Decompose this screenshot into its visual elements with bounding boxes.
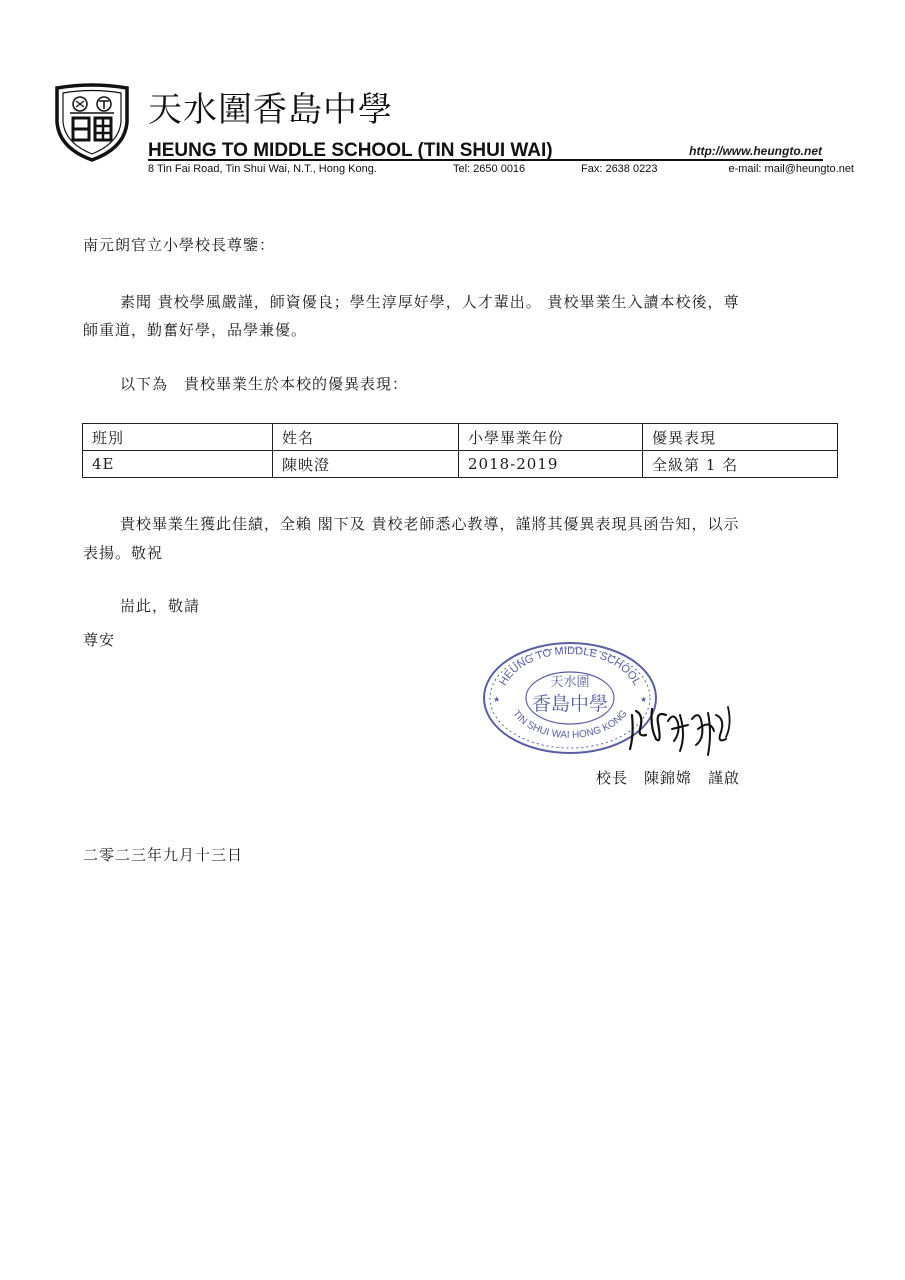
school-name-chinese: 天水圍香島中學 [148,90,393,130]
school-fax: Fax: 2638 0223 [581,163,658,175]
letter-date: 二零二三年九月十三日 [83,846,244,864]
school-address: 8 Tin Fai Road, Tin Shui Wai, N.T., Hong Kong. [148,163,377,175]
header-class: 班別 [83,424,273,451]
school-telephone: Tel: 2650 0016 [453,163,526,175]
achievement-table [82,423,838,478]
header-divider [148,159,823,161]
closing-phrase: 耑此，敬請 [120,597,201,615]
paragraph-1-line-2: 師重道，勤奮好學，品學兼優。 [83,321,308,339]
letter-salutation: 南元朗官立小學校長尊鑒： [83,236,276,254]
seal-star-right-icon: ★ [640,695,648,704]
principal-signature [622,685,742,765]
closing-greeting: 尊安 [83,631,116,649]
paragraph-2-line-1: 貴校畢業生獲此佳績，全賴 閣下及 貴校老師悉心教導，謹將其優異表現具函告知，以示 [120,515,740,533]
seal-bottom-text: TIN SHUI WAI HONG KONG [510,708,630,741]
table-intro: 以下為 貴校畢業生於本校的優異表現： [120,375,409,393]
contact-row [148,163,854,179]
header-achievement: 優異表現 [643,424,838,451]
header-name: 姓名 [273,424,459,451]
table-row [83,451,838,478]
seal-line-2: 香島中學 [531,693,609,715]
school-email: e-mail: mail@heungto.net [728,163,854,175]
seal-top-text: HEUNG TO MIDDLE SCHOOL [497,644,643,688]
header-graduation-year: 小學畢業年份 [459,424,643,451]
paragraph-2-line-2: 表揚。敬祝 [83,544,164,562]
seal-line-1: 天水圍 [550,675,590,690]
school-website: http://www.heungto.net [689,144,822,158]
school-name-english: HEUNG TO MIDDLE SCHOOL (TIN SHUI WAI) [148,140,553,161]
cell-name: 陳映澄 [273,451,459,478]
paragraph-1-line-1: 素聞 貴校學風嚴謹，師資優良；學生淳厚好學，人才輩出。 貴校畢業生入讀本校後，尊 [120,293,740,311]
seal-star-left-icon: ★ [493,695,501,704]
principal-signoff: 校長 陳錦嫦 謹啟 [596,769,741,787]
school-crest-logo [53,82,131,162]
cell-achievement: 全級第 1 名 [643,451,838,478]
cell-graduation-year: 2018-2019 [459,451,643,478]
cell-class: 4E [83,451,273,478]
table-header-row [83,424,838,451]
